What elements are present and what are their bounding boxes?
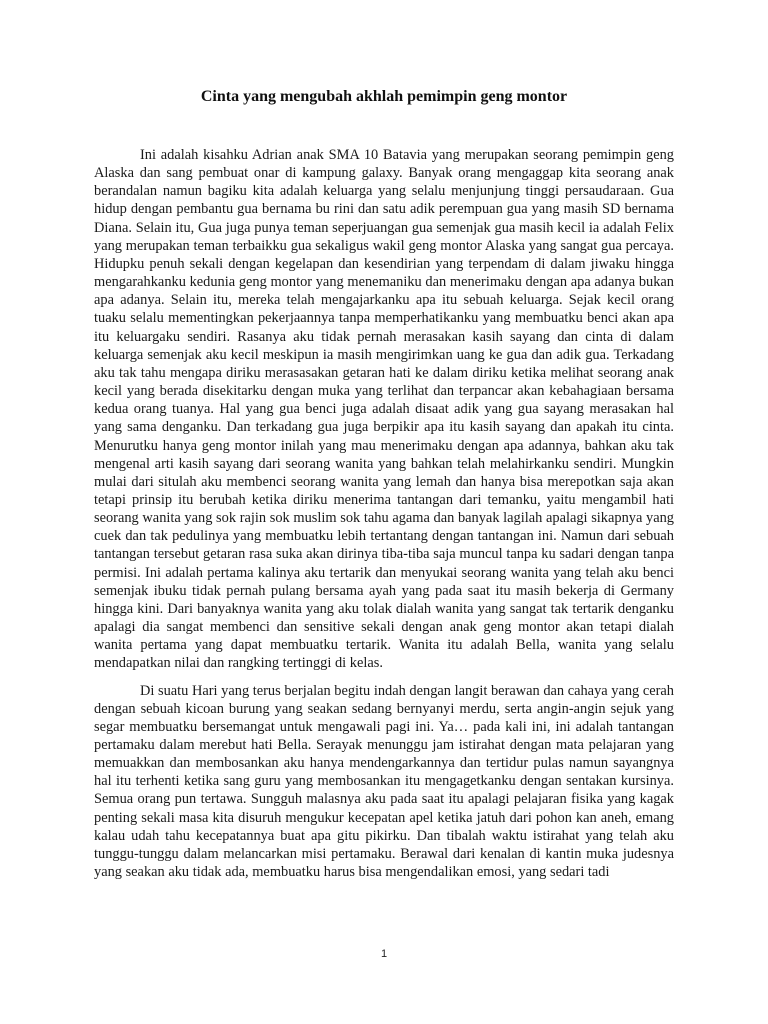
paragraph: Ini adalah kisahku Adrian anak SMA 10 Batavia yang merupakan seorang pemimpin geng Alaska dan sang pembuat onar di kampung galaxy. Banyak orang mengaggap kita seorang anak berandalan namun bagiku kita adalah keluarga yang selalu menjunjung tinggi persaudaraan. Gua hidup dengan pembantu gua bernama bu rini dan satu adik perempuan gua yang masih SD bernama Diana. Selain itu, Gua juga punya teman seperjuangan gua semenjak gua masih kecil ia adalah Felix yang merupakan teman terbaikku gua sekaligus wakil geng montor Alaska yang sangat gua percaya. Hidupku penuh sekali dengan kegelapan dan kesendirian yang terpendam di dalam jiwaku hingga mengarahkanku kedunia geng montor yang menemaniku dan menerimaku dengan apa adanya bukan apa adanya. Selain itu, mereka telah mengajarkanku apa itu sebuah keluarga. Sejak kecil orang tuaku selalu mementingkan pekerjaannya tanpa memperhatikanku yang membuatku benci akan apa itu keluargaku sendiri. Rasanya aku tidak pernah merasakan kasih sayang dan cinta di dalam keluarga semenjak aku kecil meskipun ia masih mengirimkan uang ke gua dan adik gua. Terkadang aku tak tahu mengapa diriku merasasakan getaran hati ke dalam diriku ketika melihat seorang anak kecil yang berada disekitarku dengan muka yang terlihat dan terpancar akan kebahagiaan bersama kedua orang tuanya. Hal yang gua benci juga adalah disaat adik yang gua sayang merasakan hal yang sama denganku. Dan terkadang gua juga berpikir apa itu kasih sayang dan apakah itu cinta. Menurutku hanya geng montor inilah yang mau menerimaku dengan apa adannya, bahkan aku tak mengenal arti kasih sayang dari seorang wanita yang bahkan telah melahirkanku sendiri. Mungkin mulai dari situlah aku membenci seorang wanita yang lemah dan hanya bisa merepotkan saja akan tetapi prinsip itu berubah ketika diriku menerima tantangan dari temanku, yaitu mengambil hati seorang wanita yang sok rajin sok muslim sok tahu agama dan banyak lagilah apalagi sikapnya yang cuek dan tak pedulinya yang membuatku lebih tertantang dengan tantangan ini. Namun dari sebuah tantangan tersebut getaran rasa suka akan dirinya tiba-tiba saja muncul tanpa ku sadari dengan tanpa permisi. Ini adalah pertama kalinya aku tertarik dan menyukai seorang wanita yang telah aku benci semenjak ibuku tidak pernah pulang bersama ayah yang pada saat itu masih bekerja di Germany hingga kini. Dari banyaknya wanita yang aku tolak dialah wanita yang sangat tak tertarik denganku apalagi dia sangat membenci dan sensitive sekali dengan anak geng montor akan tetapi dialah wanita pertama yang dapat membuatku tertarik. Wanita itu adalah Bella, wanita yang selalu mendapatkan nilai dan rangking tertinggi di kelas. (94, 147, 674, 672)
page-number: 1 (380, 948, 388, 960)
document-title: Cinta yang mengubah akhlah pemimpin geng montor (200, 88, 568, 105)
document-body (94, 146, 674, 881)
paragraph: Di suatu Hari yang terus berjalan begitu indah dengan langit berawan dan cahaya yang cerah dengan sebuah kicoan burung yang seakan sedang bernyanyi merdu, serta angin-angin sejuk yang segar membuatku bersemangat untuk mengawali pagi ini. Ya… pada kali ini, ini adalah tantangan pertamaku dalam merebut hati Bella. Serayak menunggu jam istirahat dengan mata pelajaran yang memuakkan dan membosankan aku hanya mendengarkannya dan tertidur pulas namun sayangnya hal itu terhenti ketika sang guru yang membosankan itu mengagetkanku dengan sentakan kursinya. Semua orang pun tertawa. Sungguh malasnya aku pada saat itu apalagi pelajaran fisika yang kagak penting sekali masa kita disuruh mengukur kecepatan apel ketika jatuh dari pohon kan aneh, emang kalau udah tahu kecepatannya buat apa gitu pikirku. Dan tibalah waktu istirahat yang telah aku tunggu-tunggu dalam melancarkan misi pertamaku. Berawal dari kenalan di kantin muka judesnya yang seakan aku tidak ada, membuatku harus bisa mengendalikan emosi, yang sedari tadi (94, 682, 674, 881)
